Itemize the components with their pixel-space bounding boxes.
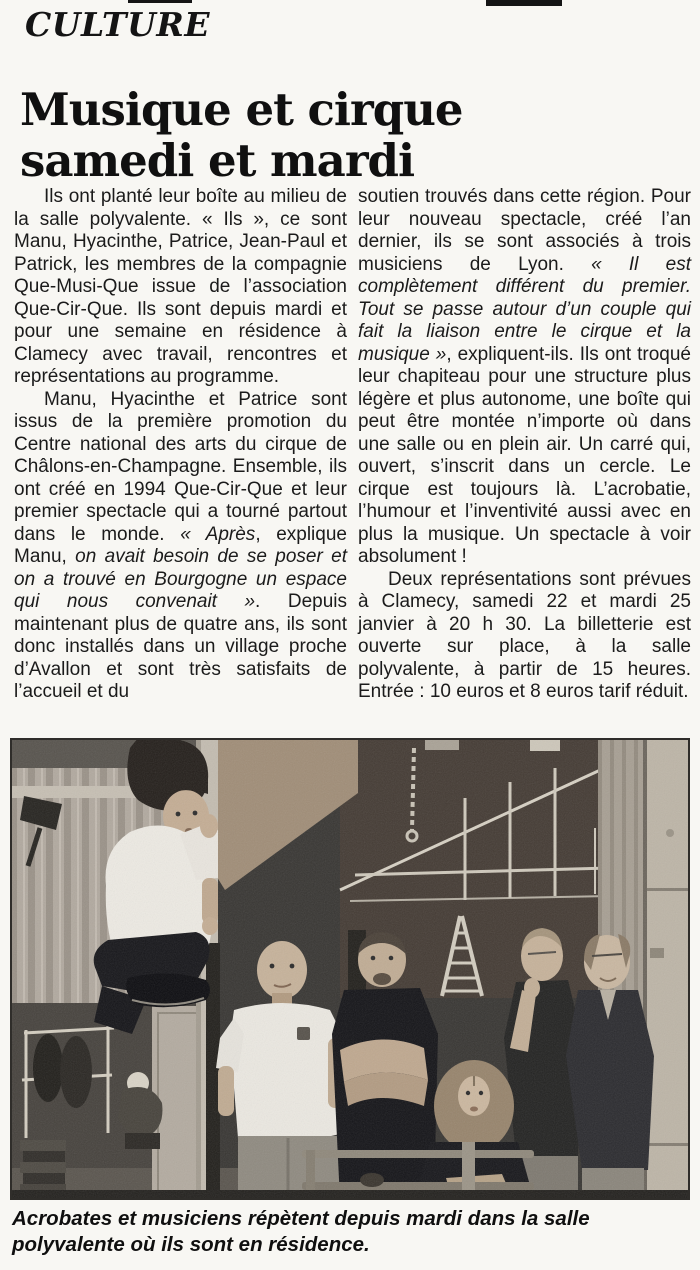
column-right (358, 186, 691, 704)
text-run: , explique Manu, (14, 523, 347, 567)
section-kicker: CULTURE (25, 5, 210, 44)
text-run: Manu, Hyacinthe et Patrice sont issus de la première promotion du Centre national des arts du cirque de Châlons-en-Champagne. Ensemble, ils ont créé en 1994 Que-Cir-Que et leur premier spectacle qui a tourné partout dans le monde. (14, 388, 347, 545)
scan-artifact-rule (486, 0, 562, 6)
text-run: soutien trouvés dans cette région. Pour leur nouveau spectacle, créé l’an dernier, ils se sont associés à trois musiciens de Lyon. (358, 186, 691, 275)
text-run: Deux représentations sont prévues à Clamecy, samedi 22 et mardi 25 janvier à 20 h 30. La billetterie est ouverte sur place, à la salle polyvalente, à partir de 15 heures. Entrée : 10 euros et 8 euros tarif réduit. (358, 568, 691, 702)
article-headline (20, 84, 463, 186)
column-left (14, 186, 347, 704)
paragraph-4 (358, 569, 691, 704)
paragraph-3 (358, 186, 691, 569)
scan-artifact-rule (128, 0, 192, 3)
text-run-quote: on avait besoin de se poser et on a trouvé en Bourgogne un espace qui nous convenait » (14, 546, 347, 612)
text-run: Ils ont planté leur boîte au milieu de la salle polyvalente. « Ils », ce sont Manu, Hyacinthe, Patrice, Jean-Paul et Patrick, les membres de la compagnie Que-Musi-Que issue de l’association Que-Cir-Que. Ils sont depuis mardi et pour une semaine en résidence à Clamecy avec travail, rencontres et représentations au programme. (14, 186, 347, 387)
text-run: , expliquent-ils. Ils ont troqué leur chapiteau pour une structure plus légère et plus autonome, une boîte qui peut être montée n’importe où dans une salle ou en plein air. Un carré qui, ouvert, s’inscrit dans un cercle. Le cirque est toujours là. L’acrobatie, l’humour et l’inventivité aussi avec en plus la musique. Un spectacle à voir absolument ! (358, 343, 691, 567)
headline-line-1: Musique et cirque (20, 83, 463, 137)
photo-grain-overlay (10, 738, 690, 1200)
text-run: . Depuis maintenant plus de quatre ans, ils sont donc installés dans un village proche d’Avallon et sont très satisfaits de l’accueil et du (14, 591, 347, 702)
text-run-quote: « Après (180, 523, 256, 545)
paragraph-1 (14, 186, 347, 389)
headline-line-2: samedi et mardi (20, 134, 415, 188)
paragraph-2 (14, 389, 347, 704)
photo-caption: Acrobates et musiciens répètent depuis mardi dans la salle polyvalente où ils sont en résidence. (12, 1207, 590, 1256)
article-photo (10, 738, 690, 1200)
article-body (14, 186, 692, 704)
text-run-quote: « Il est complètement différent du premier. Tout se passe autour d’un couple qui fait la liaison entre le cirque et la musique » (358, 253, 691, 365)
photo-illustration (10, 738, 690, 1200)
